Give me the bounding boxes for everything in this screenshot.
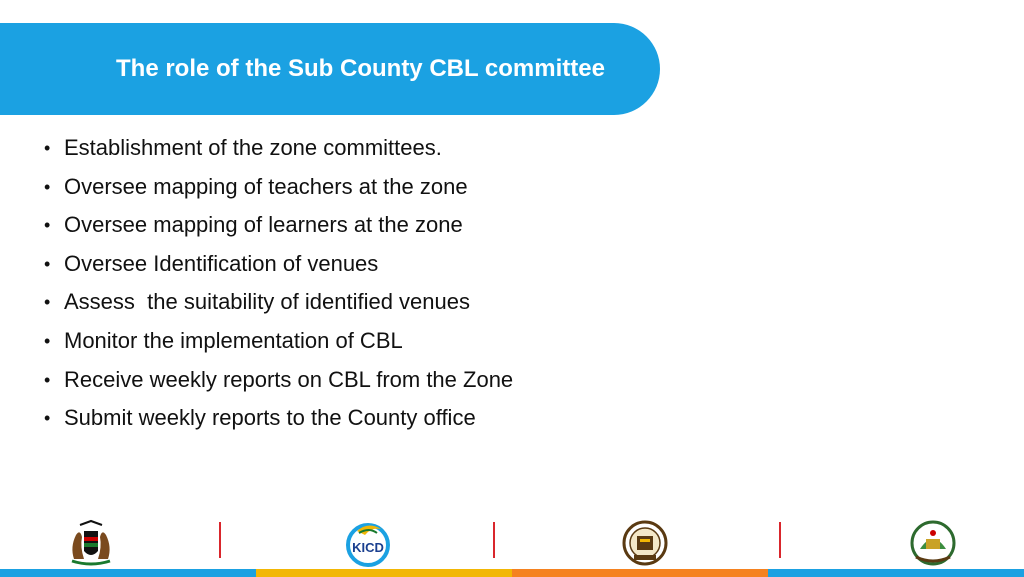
bullet-text: Receive weekly reports on CBL from the Zone bbox=[64, 366, 514, 392]
bullet-text: Monitor the implementation of CBL bbox=[64, 327, 403, 353]
bullet-dot: • bbox=[44, 176, 51, 197]
bullet-text: Submit weekly reports to the County office bbox=[64, 405, 476, 431]
bullet-item bbox=[44, 129, 513, 168]
bullet-dot: • bbox=[44, 369, 51, 390]
kenya-coat-of-arms-logo bbox=[66, 519, 116, 567]
bar-segment bbox=[512, 569, 768, 577]
bullet-text: Establishment of the zone committees. bbox=[64, 135, 442, 160]
footer-divider bbox=[779, 522, 781, 558]
bullet-item bbox=[44, 283, 513, 322]
bullet-item bbox=[44, 399, 513, 438]
bar-segment bbox=[768, 569, 1024, 577]
bar-segment bbox=[0, 569, 256, 577]
bullet-item bbox=[44, 322, 513, 361]
bullet-text: Oversee mapping of learners at the zone bbox=[64, 212, 463, 238]
bullet-item bbox=[44, 361, 513, 400]
bullet-list bbox=[44, 129, 513, 438]
footer-logos bbox=[0, 515, 1024, 577]
ministry-seal-logo bbox=[620, 519, 670, 567]
bullet-dot: • bbox=[44, 215, 51, 236]
bullet-dot: • bbox=[44, 292, 51, 313]
slide-title: The role of the Sub County CBL committee bbox=[116, 55, 605, 82]
bullet-text: Oversee mapping of teachers at the zone bbox=[64, 173, 468, 199]
footer-color-bar bbox=[0, 569, 1024, 577]
bar-segment bbox=[256, 569, 512, 577]
bullet-item bbox=[44, 168, 513, 207]
kicd-logo bbox=[343, 519, 393, 567]
bullet-dot: • bbox=[44, 408, 51, 429]
bullet-item bbox=[44, 206, 513, 245]
footer-divider bbox=[219, 522, 221, 558]
county-seal-logo bbox=[908, 519, 958, 567]
bullet-text: Assess the suitability of identified venues bbox=[64, 289, 471, 315]
bullet-item bbox=[44, 245, 513, 284]
title-banner bbox=[0, 23, 660, 115]
footer-divider bbox=[493, 522, 495, 558]
bullet-dot: • bbox=[44, 253, 51, 274]
bullet-dot: • bbox=[44, 138, 51, 158]
kicd-text: KICD bbox=[352, 540, 384, 555]
bullet-dot: • bbox=[44, 330, 51, 351]
bullet-text: Oversee Identification of venues bbox=[64, 250, 379, 276]
